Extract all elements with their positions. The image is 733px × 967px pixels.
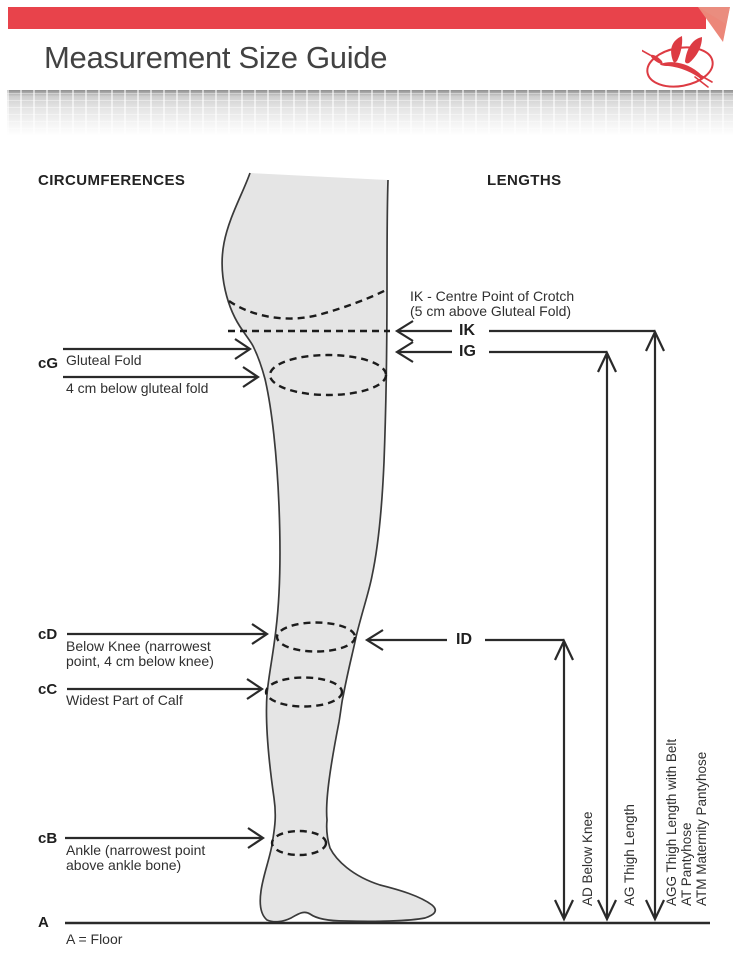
vlabel-ag-thigh-length: AG Thigh Length bbox=[622, 804, 637, 906]
code-cB: cB bbox=[38, 830, 58, 847]
code-cD: cD bbox=[38, 626, 58, 643]
length-arrows bbox=[367, 321, 664, 919]
ik-note-line2: (5 cm above Gluteal Fold) bbox=[410, 303, 572, 319]
vlabel-atm-maternity: ATM Maternity Pantyhose bbox=[694, 751, 709, 906]
vlabel-agg-thigh-belt: AGG Thigh Length with Belt bbox=[664, 738, 679, 906]
page-title: Measurement Size Guide bbox=[44, 40, 388, 75]
code-cG: cG bbox=[38, 355, 59, 372]
label-ankle: Ankle (narrowest point above ankle bone) bbox=[66, 842, 206, 873]
code-ID: ID bbox=[452, 631, 476, 649]
label-widest-calf: Widest Part of Calf bbox=[66, 692, 183, 708]
vlabel-ad-below-knee: AD Below Knee bbox=[580, 811, 595, 906]
circumference-arrows bbox=[63, 339, 267, 848]
label-below-gluteal-fold: 4 cm below gluteal fold bbox=[66, 380, 209, 396]
label-gluteal-fold: Gluteal Fold bbox=[66, 352, 142, 368]
code-A: A bbox=[38, 914, 49, 931]
code-cC: cC bbox=[38, 681, 58, 698]
code-IK: IK bbox=[455, 322, 479, 340]
vlabel-at-pantyhose: AT Pantyhose bbox=[679, 822, 694, 906]
lengths-heading: LENGTHS bbox=[487, 172, 562, 189]
code-IG: IG bbox=[455, 343, 480, 361]
label-floor: A = Floor bbox=[66, 931, 123, 947]
leg-silhouette bbox=[222, 173, 435, 922]
ik-note-line1: IK - Centre Point of Crotch bbox=[410, 288, 575, 304]
label-below-knee: Below Knee (narrowest point, 4 cm below knee) bbox=[66, 638, 214, 669]
circumferences-heading: CIRCUMFERENCES bbox=[38, 172, 186, 189]
